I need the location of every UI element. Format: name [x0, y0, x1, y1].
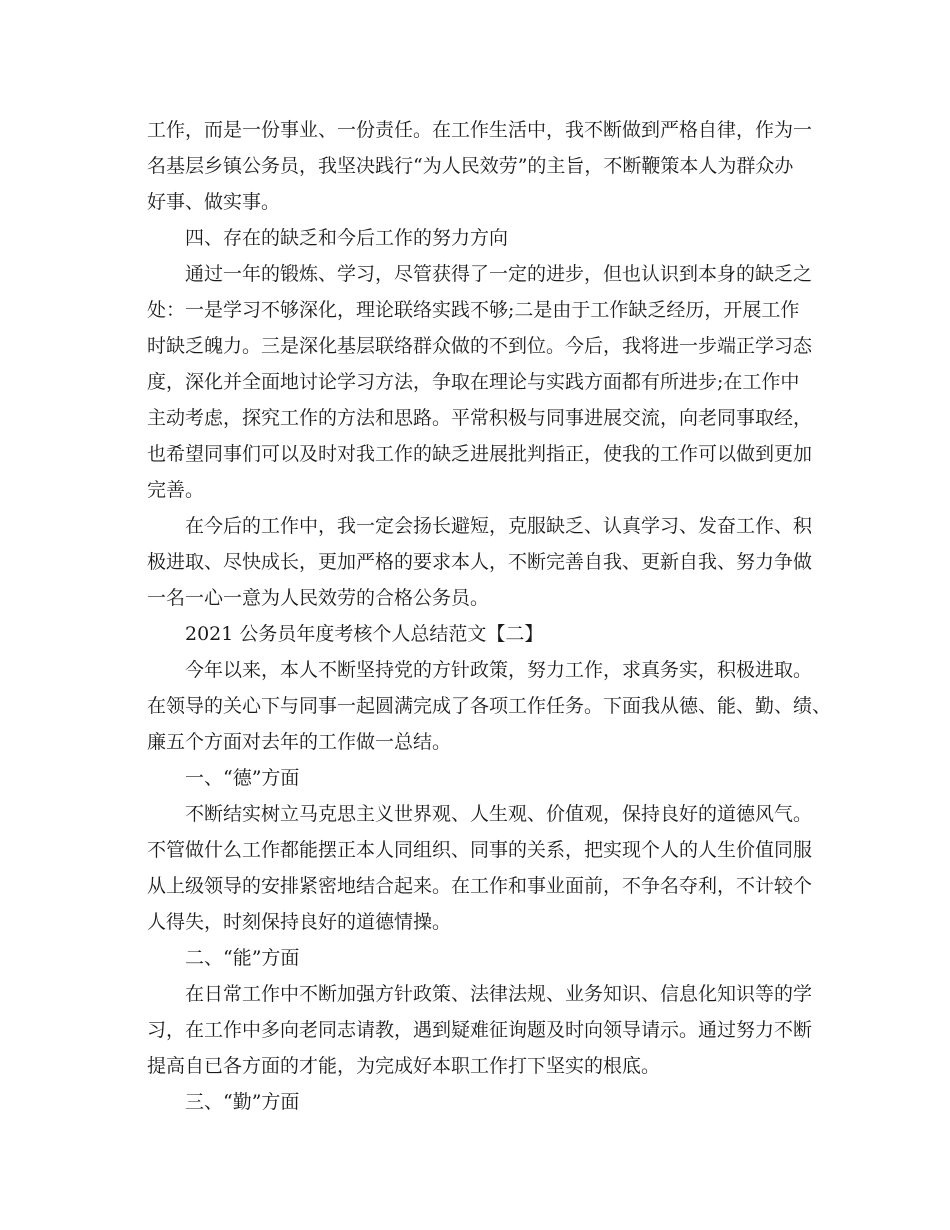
paragraph-line: 名基层乡镇公务员，我坚决践行“为人民效劳”的主旨，不断鞭策本人为群众办	[147, 155, 794, 177]
paragraph-line: 处：一是学习不够深化，理论联络实践不够;二是由于工作缺乏经历，开展工作	[147, 299, 800, 321]
article-title: 2021 公务员年度考核个人总结范文【二】	[185, 623, 544, 645]
paragraph-line: 习，在工作中多向老同志请教，遇到疑难征询题及时向领导请示。通过努力不断	[147, 1019, 813, 1041]
paragraph-line: 在领导的关心下与同事一起圆满完成了各项工作任务。下面我从德、能、勤、绩、	[147, 695, 832, 717]
paragraph-line: 不断结实树立马克思主义世界观、人生观、价值观，保持良好的道德风气。	[185, 803, 813, 825]
paragraph-line: 完善。	[147, 479, 205, 501]
paragraph-line: 时缺乏魄力。三是深化基层联络群众做的不到位。今后，我将进一步端正学习态	[147, 335, 813, 357]
paragraph-line: 一名一心一意为人民效劳的合格公务员。	[147, 587, 490, 609]
section-heading: 二、“能”方面	[185, 947, 300, 969]
paragraph-line: 在今后的工作中，我一定会扬长避短，克服缺乏、认真学习、发奋工作、积	[185, 515, 813, 537]
paragraph-line: 人得失，时刻保持良好的道德情操。	[147, 911, 452, 933]
section-heading: 四、存在的缺乏和今后工作的努力方向	[185, 227, 509, 249]
paragraph-line: 工作，而是一份事业、一份责任。在工作生活中，我不断做到严格自律，作为一	[147, 119, 813, 141]
paragraph-line: 不管做什么工作都能摆正本人同组织、同事的关系，把实现个人的人生价值同服	[147, 839, 813, 861]
paragraph-line: 主动考虑，探究工作的方法和思路。平常积极与同事进展交流，向老同事取经，	[147, 407, 813, 429]
paragraph-line: 提高自已各方面的才能，为完成好本职工作打下坚实的根底。	[147, 1055, 661, 1077]
paragraph-line: 度，深化并全面地讨论学习方法，争取在理论与实践方面都有所进步;在工作中	[147, 371, 800, 393]
paragraph-line: 好事、做实事。	[147, 191, 281, 213]
paragraph-line: 从上级领导的安排紧密地结合起来。在工作和事业面前，不争名夺利，不计较个	[147, 875, 813, 897]
paragraph-line: 在日常工作中不断加强方针政策、法律法规、业务知识、信息化知识等的学	[185, 983, 813, 1005]
section-heading: 一、“德”方面	[185, 767, 300, 789]
paragraph-line: 廉五个方面对去年的工作做一总结。	[147, 731, 452, 753]
paragraph-line: 今年以来，本人不断坚持党的方针政策，努力工作，求真务实，积极进取。	[185, 659, 813, 681]
paragraph-line: 极进取、尽快成长，更加严格的要求本人，不断完善自我、更新自我、努力争做	[147, 551, 813, 573]
section-heading: 三、“勤”方面	[185, 1091, 300, 1113]
paragraph-line: 也希望同事们可以及时对我工作的缺乏进展批判指正，使我的工作可以做到更加	[147, 443, 813, 465]
paragraph-line: 通过一年的锻炼、学习，尽管获得了一定的进步，但也认识到本身的缺乏之	[185, 263, 813, 285]
